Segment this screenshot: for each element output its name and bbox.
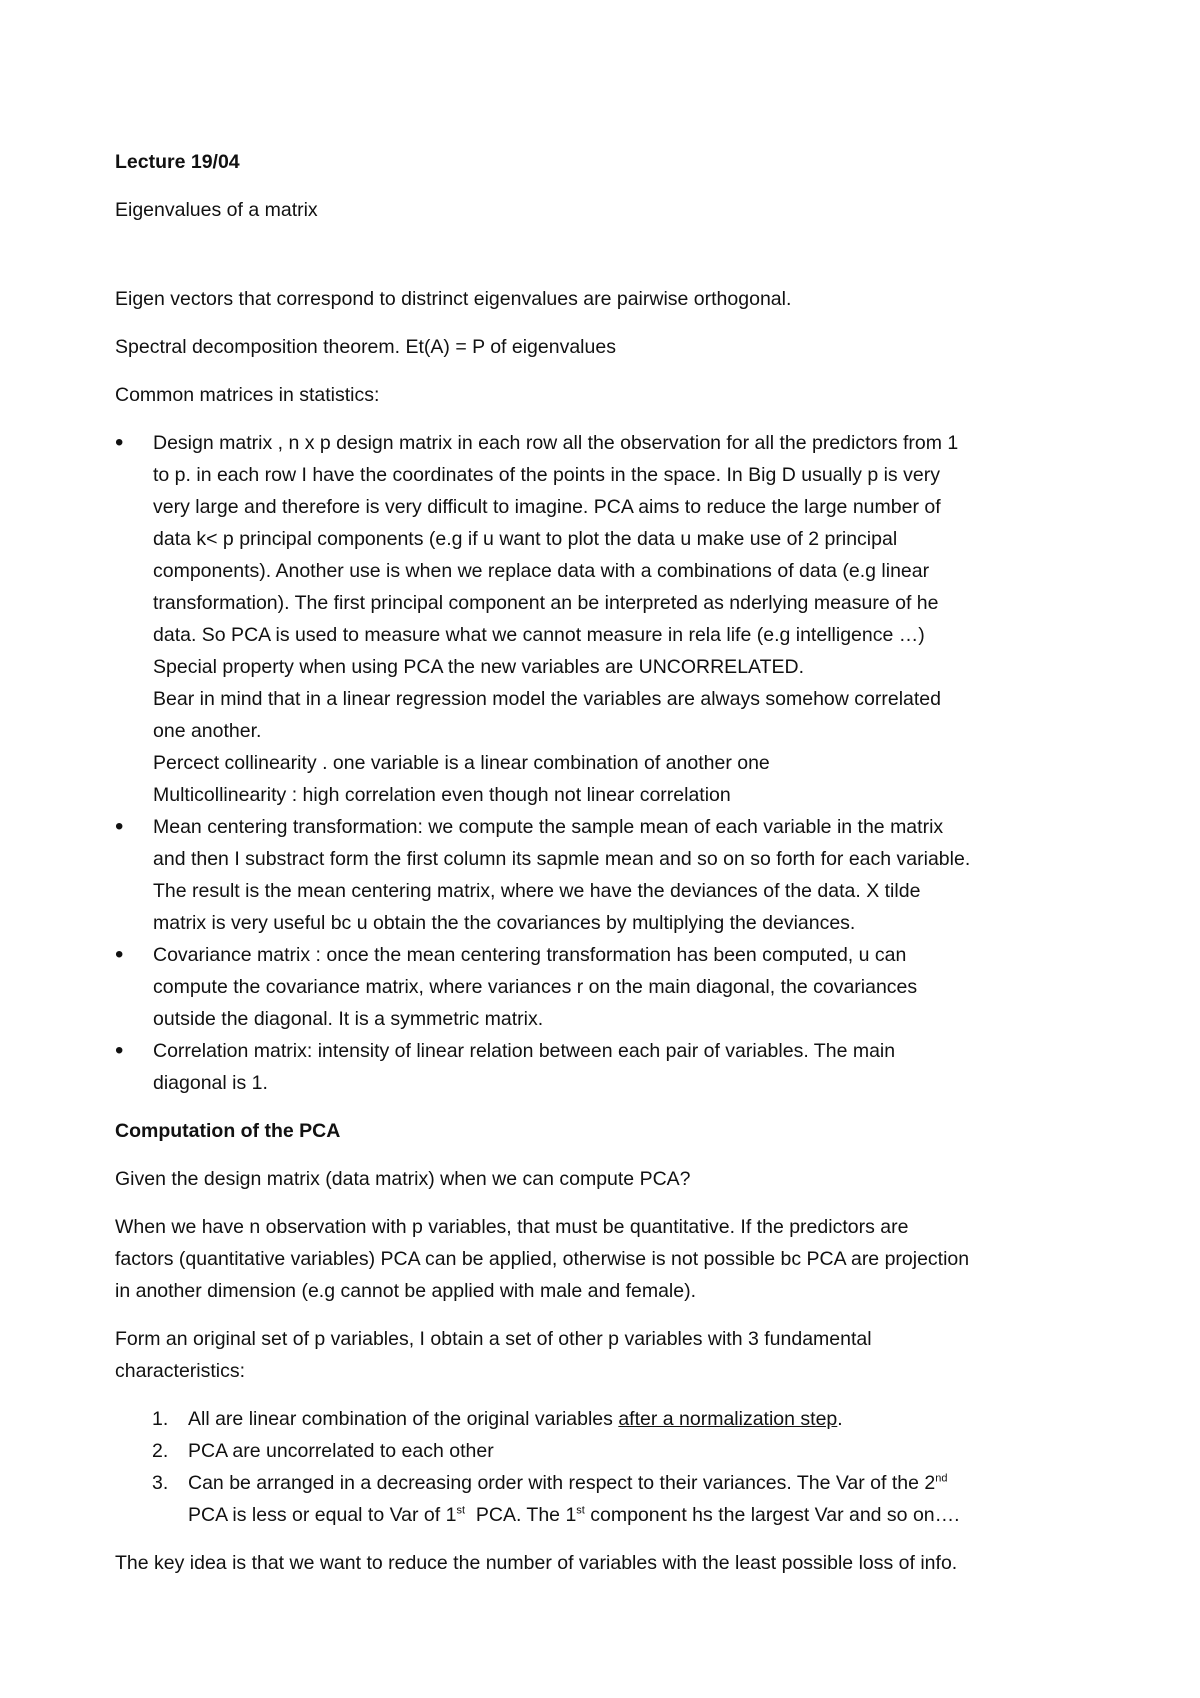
item-text: Can be arranged in a decreasing order with respect to their variances. The Var of the 2 xyxy=(188,1472,936,1494)
text-line: When we have n observation with p variables, that must be quantitative. If the predictors are xyxy=(115,1216,909,1238)
text-line: characteristics: xyxy=(115,1360,246,1382)
text-line: • Correlation matrix: intensity of linear relation between each pair of variables. The main xyxy=(153,1040,896,1062)
paragraph-characteristics xyxy=(115,1323,1095,1387)
text-line: data k< p principal components (e.g if u want to plot the data u make use of 2 principal xyxy=(153,528,898,550)
text-line: Bear in mind that in a linear regression model the variables are always somehow correlated xyxy=(153,688,941,710)
bullet-design-matrix xyxy=(115,427,1095,811)
item-number: 1. xyxy=(152,1408,169,1430)
text-line: factors (quantitative variables) PCA can be applied, otherwise is not possible bc PCA are projection xyxy=(115,1248,970,1270)
text-line: • Mean centering transformation: we compute the sample mean of each variable in the matrix xyxy=(153,816,944,838)
item-text: PCA is less or equal to Var of 1 xyxy=(188,1504,457,1526)
text-line: transformation). The first principal component an be interpreted as nderlying measure of he xyxy=(153,592,939,614)
text-line: to p. in each row I have the coordinates of the points in the space. In Big D usually p is very xyxy=(153,464,940,486)
numbered-item-3 xyxy=(115,1467,1095,1531)
text-line: Form an original set of p variables, I obtain a set of other p variables with 3 fundamental xyxy=(115,1328,872,1350)
text-line: one another. xyxy=(153,720,262,742)
text-line: Percect collinearity . one variable is a linear combination of another one xyxy=(153,752,770,774)
section-heading-eigenvalues: Eigenvalues of a matrix xyxy=(115,199,318,221)
superscript: st xyxy=(456,1504,466,1517)
text-line: components). Another use is when we replace data with a combinations of data (e.g linear xyxy=(153,560,930,582)
text-line: Multicollinearity : high correlation even though not linear correlation xyxy=(153,784,731,806)
text-line: in another dimension (e.g cannot be applied with male and female). xyxy=(115,1280,697,1302)
text-line: matrix is very useful bc u obtain the the covariances by multiplying the deviances. xyxy=(153,912,856,934)
text-line: • Design matrix , n x p design matrix in each row all the observation for all the predictors from 1 xyxy=(153,432,959,454)
text-line: compute the covariance matrix, where variances r on the main diagonal, the covariances xyxy=(153,976,918,998)
characteristics-numbered-list xyxy=(115,1403,1095,1531)
item-text: PCA are uncorrelated to each other xyxy=(188,1440,494,1462)
paragraph-pca-question: Given the design matrix (data matrix) when we can compute PCA? xyxy=(115,1168,691,1190)
numbered-item-2 xyxy=(115,1435,1095,1467)
item-number: 3. xyxy=(152,1472,169,1494)
text-line: data. So PCA is used to measure what we cannot measure in rela life (e.g intelligence …) xyxy=(153,624,925,646)
text-line: outside the diagonal. It is a symmetric matrix. xyxy=(153,1008,544,1030)
item-text: component hs the largest Var and so on…. xyxy=(584,1504,960,1526)
paragraph-key-idea: The key idea is that we want to reduce the number of variables with the least possible loss of info. xyxy=(115,1552,958,1574)
text-line: • Covariance matrix : once the mean centering transformation has been computed, u can xyxy=(153,944,907,966)
section-heading-pca: Computation of the PCA xyxy=(115,1120,341,1142)
text-line xyxy=(188,1467,1095,1499)
text-line: diagonal is 1. xyxy=(153,1072,268,1094)
numbered-item-1 xyxy=(115,1403,1095,1435)
bullet-covariance-matrix xyxy=(115,939,1095,1035)
item-text: All are linear combination of the original variables xyxy=(188,1408,619,1430)
text-line: very large and therefore is very difficult to imagine. PCA aims to reduce the large number of xyxy=(153,496,941,518)
lecture-title: Lecture 19/04 xyxy=(115,151,240,173)
text-line: The result is the mean centering matrix, where we have the deviances of the data. X tilde xyxy=(153,880,921,902)
text-line xyxy=(188,1499,1095,1531)
paragraph-common-matrices: Common matrices in statistics: xyxy=(115,384,380,406)
bullet-correlation-matrix xyxy=(115,1035,1095,1099)
underlined-text: after a normalization step xyxy=(618,1408,838,1430)
item-text: PCA. The 1 xyxy=(465,1504,577,1526)
paragraph-pca-conditions xyxy=(115,1211,1095,1307)
bullet-mean-centering xyxy=(115,811,1095,939)
item-number: 2. xyxy=(152,1440,169,1462)
superscript: nd xyxy=(935,1472,948,1485)
item-text: . xyxy=(837,1408,843,1430)
matrices-bullet-list xyxy=(115,427,1095,1099)
paragraph-spectral: Spectral decomposition theorem. Et(A) = P of eigenvalues xyxy=(115,336,616,358)
paragraph-eigenvectors: Eigen vectors that correspond to distrinct eigenvalues are pairwise orthogonal. xyxy=(115,288,792,310)
text-line: and then I substract form the first column its sapmle mean and so on so forth for each variable. xyxy=(153,848,971,870)
superscript: st xyxy=(576,1504,585,1517)
text-line: Special property when using PCA the new variables are UNCORRELATED. xyxy=(153,656,805,678)
document-page xyxy=(115,146,1095,1595)
